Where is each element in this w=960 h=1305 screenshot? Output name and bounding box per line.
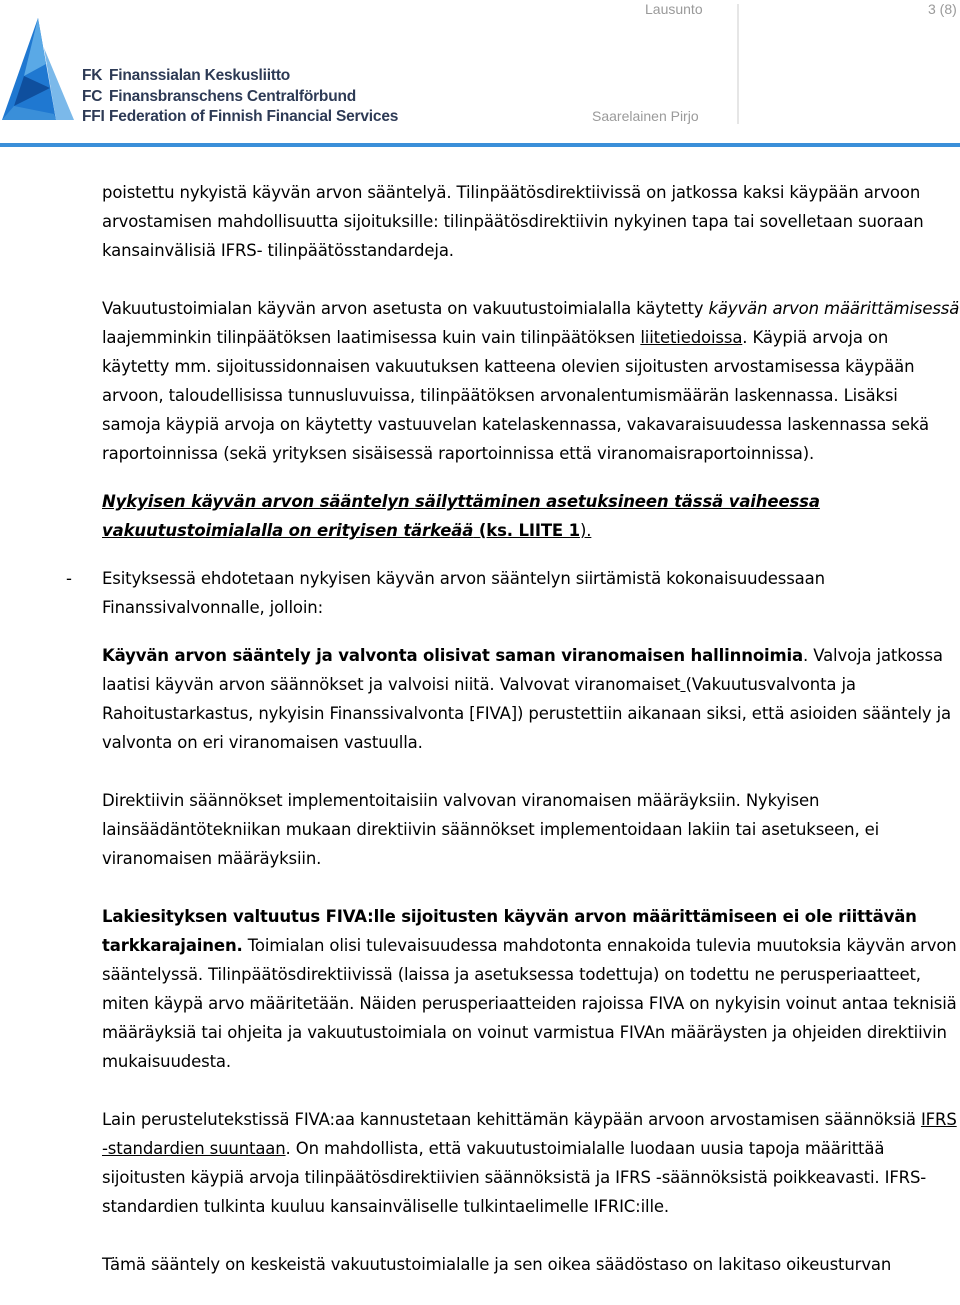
document-body: [66, 178, 960, 1279]
paragraph: Tämä sääntely on keskeistä vakuutustoimialalle ja sen oikea säädöstaso on lakitaso oikeusturvan: [102, 1255, 892, 1274]
header-rule: [0, 143, 960, 147]
organization-name: [82, 66, 398, 128]
list-item: [66, 564, 960, 1279]
org-line-fi: FK Finanssialan Keskusliitto: [82, 67, 291, 84]
list-dash: -: [66, 569, 72, 588]
paragraph: Esityksessä ehdotetaan nykyisen käyvän arvon sääntelyn siirtämistä kokonaisuudessaan Finanssivalvonnalle, jolloin:: [102, 569, 825, 617]
paragraph: Lakiesityksen valtuutus FIVA:lle sijoitusten käyvän arvon määrittämiseen ei ole riittävän tarkkarajainen. Toimialan olisi tulevaisuudessa mahdotonta ennakoida tulevia muutoksia käyvän arvon sääntelyssä. Tilinpäätösdirektiivissä (laissa ja asetuksessa todettuja) on todettu ne perusperiaatteet, miten käypä arvo määritetään. Näiden perusperiaatteiden rajoissa FIVA on nykyisin voinut antaa teknisiä määräyksiä tai ohjeita ja vakuutustoimiala on voinut varmistua FIVAn määräysten ja ohjeiden direktiivin mukaisuudesta.: [102, 907, 957, 1071]
document-type: Lausunto: [645, 1, 703, 17]
paragraph: poistettu nykyistä käyvän arvon sääntelyä. Tilinpäätösdirektiivissä on jatkossa kaksi käypään arvoon arvostamisen mahdollisuutta sijoituksille: tilinpäätösdirektiivin nykyinen tapa tai sovelletaan suoraan kansainvälisiä IFRS- tilinpäätösstandardeja.: [102, 183, 924, 260]
author-name: Saarelainen Pirjo: [592, 108, 699, 124]
paragraph: Direktiivin säännökset implementoitaisiin valvovan viranomaisen määräyksiin. Nykyisen lainsäädäntötekniikan mukaan direktiivin säännökset implementoidaan lakiin tai asetukseen, ei viranomaisen määräyksiin.: [102, 791, 880, 868]
liitetiedoissa-link[interactable]: liitetiedoissa: [640, 328, 743, 347]
org-line-en: FFI Federation of Finnish Financial Services: [82, 108, 399, 125]
paragraph: Lain perustelutekstissä FIVA:aa kannustetaan kehittämän käypään arvoon arvostamisen säännöksiä IFRS -standardien suuntaan. On mahdollista, että vakuutustoimialalle luodaan uusia tapoja määrittää sijoitusten käypiä arvoja tilinpäätösdirektiivien säännöksistä ja IFRS -säännöksistä poikkeavasti. IFRS-standardien tulkinta kuuluu kansainväliselle tulkintaelimelle IFRIC:ille.: [102, 1110, 957, 1216]
pyramid-logo-icon: [0, 18, 90, 128]
highlight-paragraph: Nykyisen käyvän arvon sääntelyn säilyttäminen asetuksineen tässä vaiheessa vakuutustoimialalla on erityisen tärkeää (ks. LIITE 1).: [102, 492, 820, 540]
paragraph: Vakuutustoimialan käyvän arvon asetusta on vakuutustoimialalla käytetty käyvän arvon määrittämisessä laajemminkin tilinpäätöksen laatimisessa kuin vain tilinpäätöksen liitetiedoissa. Käypiä arvoja on käytetty mm. sijoitussidonnaisen vakuutuksen katteena olevien sijoitusten arvostamisessa käypään arvoon, taloudellisissa tunnusluvuissa, tilinpäätöksen arvonalentumismäärän laskennassa. Lisäksi samoja käypiä arvoja on käytetty vastuuvelan katelaskennassa, vakavaraisuudessa laskennassa sekä raportoinnissa (sekä yrityksen sisäisessä raportoinnissa että viranomaisraportoinnissa).: [102, 299, 960, 463]
paragraph: Käyvän arvon sääntely ja valvonta olisivat saman viranomaisen hallinnoimia. Valvoja jatkossa laatisi käyvän arvon säännökset ja valvoisi niitä. Valvovat viranomaiset (Vakuutusvalvonta ja Rahoitustarkastus, nykyisin Finanssivalvonta [FIVA]) perustettiin aikanaan siksi, että asioiden sääntely ja valvonta on eri viranomaisen vastuulla.: [102, 646, 951, 752]
page-header: [0, 0, 960, 150]
header-divider: [737, 4, 739, 124]
page-number: 3 (8): [928, 1, 957, 17]
org-line-sv: FC Finansbranschens Centralförbund: [82, 87, 356, 105]
